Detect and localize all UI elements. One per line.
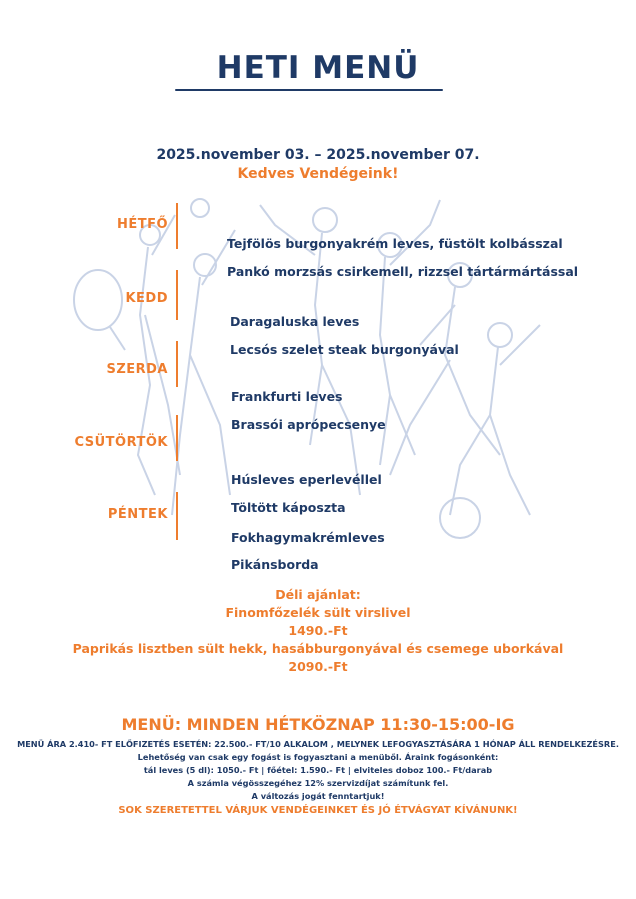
day-label-friday: PÉNTEK (107, 507, 168, 522)
fine-print-line: MENÜ ÁRA 2.410- FT ELŐFIZETÉS ESETÉN: 22.500.- FT/10 ALKALOM , MELYNEK LEFOGYASZTÁSÁRA 1 HÓNAP ÁLL RENDELKEZÉSRE. (17, 739, 619, 749)
divider-bar (176, 415, 178, 461)
dish-item: Brassói aprópecsenye (231, 417, 386, 432)
date-range: 2025.november 03. – 2025.november 07. (156, 147, 480, 163)
fine-print-line: tál leves (5 dl): 1050.- Ft | főétel: 1.590.- Ft | elviteles doboz 100.- Ft/darab (143, 765, 493, 775)
dish-item: Frankfurti leves (231, 389, 343, 404)
greeting: Kedves Vendégeink! (237, 166, 399, 182)
dish-item: Pankó morzsás csirkemell, rizzsel tártármártással (227, 264, 579, 279)
dish-item: Húsleves eperlevéllel (231, 472, 382, 487)
closing-message: SOK SZERETETTEL VÁRJUK VENDÉGEINKET ÉS JÓ ÉTVÁGYAT KÍVÁNUNK! (118, 805, 518, 816)
dish-item: Daragaluska leves (230, 314, 360, 329)
dish-item: Pikánsborda (231, 557, 319, 572)
day-label-thursday: CSÜTÖRTÖK (74, 435, 168, 450)
dish-item: Tejfölös burgonyakrém leves, füstölt kolbásszal (227, 236, 563, 251)
daily-offer-price: 2090.-Ft (288, 659, 348, 674)
fine-print-line: A számla végösszegéhez 12% szervizdíjat számítunk fel. (187, 778, 449, 788)
day-label-tuesday: KEDD (125, 291, 168, 306)
day-label-monday: HÉTFŐ (116, 217, 168, 232)
dish-item: Töltött káposzta (231, 500, 346, 515)
divider-bar (176, 341, 178, 387)
fine-print-line: A változás jogát fenntartjuk! (251, 791, 385, 801)
menu-hours: MENÜ: MINDEN HÉTKÖZNAP 11:30-15:00-IG (121, 715, 515, 734)
divider-bar (176, 203, 178, 249)
daily-offer-price: 1490.-Ft (288, 623, 348, 638)
daily-offer-heading: Déli ajánlat: (275, 587, 361, 602)
dish-item: Lecsós szelet steak burgonyával (230, 342, 459, 357)
page-title: HETI MENÜ (216, 50, 420, 86)
daily-offer-item: Finomfőzelék sült virslivel (225, 605, 411, 620)
dish-item: Fokhagymakrémleves (231, 530, 385, 545)
title-underline (175, 89, 443, 91)
daily-offer-item: Paprikás lisztben sült hekk, hasábburgonyával és csemege uborkával (72, 641, 564, 656)
divider-bar (176, 492, 178, 540)
day-label-wednesday: SZERDA (106, 362, 168, 377)
fine-print-line: Lehetőség van csak egy fogást is fogyasztani a menüből. Áraink fogásonként: (137, 752, 499, 762)
divider-bar (176, 270, 178, 320)
